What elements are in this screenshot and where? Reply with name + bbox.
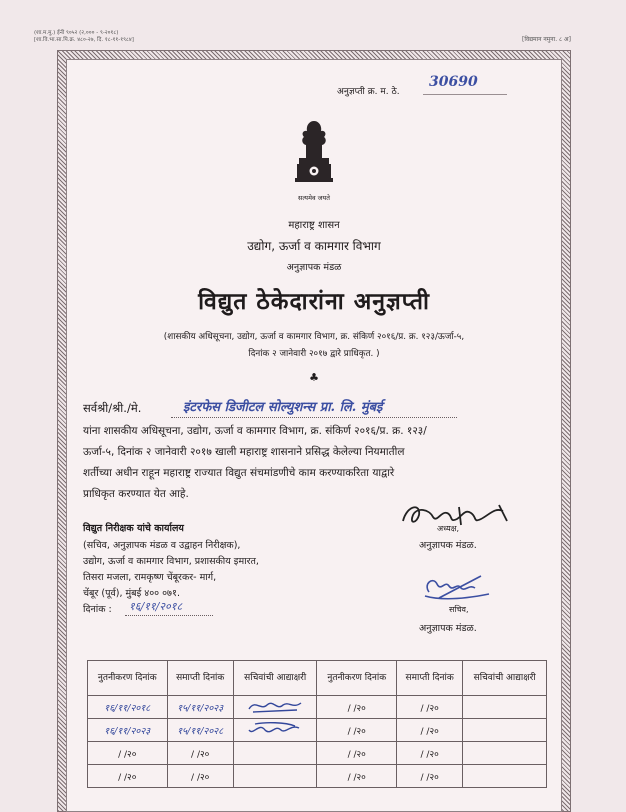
table-cell bbox=[233, 765, 317, 788]
table-cell: / /२० bbox=[396, 742, 462, 765]
table-cell bbox=[463, 742, 547, 765]
table-cell: / /२० bbox=[88, 765, 168, 788]
chairman-title: अध्यक्ष, bbox=[437, 524, 460, 533]
table-row bbox=[88, 719, 547, 742]
table-cell: १५/११/२०२८ bbox=[167, 719, 233, 742]
department-name: उद्योग, ऊर्जा व कामगार विभाग bbox=[247, 239, 381, 253]
table-cell: १५/११/२०२३ bbox=[167, 696, 233, 719]
column-header: नुतनीकरण दिनांक bbox=[88, 661, 168, 696]
certificate-page bbox=[66, 59, 562, 812]
addressee-name: इंटरफेस डिजीटल सोल्युशन्स प्रा. लि. मुंबई bbox=[183, 400, 383, 415]
secretary-board: अनुज्ञापक मंडळ. bbox=[419, 623, 477, 634]
addressee-underline bbox=[171, 417, 457, 419]
ashoka-emblem-icon bbox=[289, 118, 339, 192]
table-cell: / /२० bbox=[317, 742, 397, 765]
table-cell: / /२० bbox=[167, 742, 233, 765]
form-number: [विद्यमान नमुना. ८ अ] bbox=[522, 36, 571, 43]
initials-cell bbox=[233, 719, 317, 742]
divider-ornament: ♣ bbox=[309, 371, 319, 384]
table-row bbox=[88, 765, 547, 788]
table-cell bbox=[463, 696, 547, 719]
table-cell: / /२० bbox=[317, 696, 397, 719]
table-cell: १६/११/२०१८ bbox=[88, 696, 168, 719]
office-line-2: (सचिव, अनुज्ञापक मंडळ व उद्वाहन निरीक्षक), bbox=[83, 540, 241, 551]
body-line-3: शर्तीच्या अधीन राहून महाराष्ट्र राज्यात विद्युत संचमांडणीचे काम करण्याकरिता याद्वारे bbox=[83, 467, 395, 479]
initials-signature-icon bbox=[245, 697, 305, 715]
table-cell: / /२० bbox=[396, 696, 462, 719]
office-line-4: तिसरा मजला, रामकृष्ण चेंबूरकर- मार्ग, bbox=[83, 572, 217, 583]
body-line-2: ऊर्जा-५, दिनांक २ जानेवारी २०१७ खाली महाराष्ट्र शासनाने प्रसिद्ध केलेल्या नियमातील bbox=[83, 446, 405, 458]
authority-line-2: दिनांक २ जानेवारी २०१७ द्वारे प्राधिकृत. ) bbox=[248, 349, 380, 359]
column-header: सचिवांची आद्याक्षरी bbox=[233, 661, 317, 696]
column-header: नुतनीकरण दिनांक bbox=[317, 661, 397, 696]
initials-cell bbox=[233, 696, 317, 719]
secretary-title: सचिव, bbox=[449, 605, 469, 614]
body-line-4: प्राधिकृत करण्यात येत आहे. bbox=[83, 488, 189, 500]
column-header: समाप्ती दिनांक bbox=[167, 661, 233, 696]
office-line-3: उद्योग, ऊर्जा व कामगार विभाग, प्रशासकीय इमारत, bbox=[83, 556, 259, 567]
table-row bbox=[88, 696, 547, 719]
issue-date-label: दिनांक : bbox=[83, 604, 112, 615]
table-cell: / /२० bbox=[396, 765, 462, 788]
table-cell: / /२० bbox=[317, 719, 397, 742]
addressee-label: सर्वश्री/श्री./मे. bbox=[83, 401, 142, 415]
table-cell: १६/११/२०२३ bbox=[88, 719, 168, 742]
license-number-label: अनुज्ञप्ती क्र. म. ठे. bbox=[337, 87, 400, 97]
print-ref-line1: (शा.म.मु.) ईनी ९०५२ (२,००० - ९-२०१८) bbox=[34, 30, 119, 36]
table-cell: / /२० bbox=[167, 765, 233, 788]
table-cell bbox=[233, 742, 317, 765]
government-name: महाराष्ट्र शासन bbox=[288, 220, 340, 231]
print-ref-line2: [शा.वि.भा.सा.पि.क्र. ४८०-२७, दि. १८-११-१९८४] bbox=[34, 37, 134, 43]
table-cell: / /२० bbox=[88, 742, 168, 765]
license-number-underline bbox=[423, 94, 507, 95]
table-header-row bbox=[88, 661, 547, 696]
license-number-value: 30690 bbox=[429, 74, 478, 90]
table-cell bbox=[463, 719, 547, 742]
table-cell: / /२० bbox=[317, 765, 397, 788]
issue-date-value: १६/११/२०१८ bbox=[129, 600, 183, 613]
renewal-table bbox=[87, 660, 547, 788]
page-title: विद्युत ठेकेदारांना अनुज्ञप्ती bbox=[198, 289, 430, 315]
table-row bbox=[88, 742, 547, 765]
issue-date-underline bbox=[125, 615, 213, 617]
office-line-5: चेंबूर (पूर्व), मुंबई ४०० ०७१. bbox=[83, 588, 180, 599]
initials-signature-icon bbox=[245, 720, 305, 738]
column-header: समाप्ती दिनांक bbox=[396, 661, 462, 696]
emblem-motto: सत्यमेव जयते bbox=[298, 194, 330, 202]
chairman-board: अनुज्ञापक मंडळ. bbox=[419, 540, 477, 551]
secretary-signature bbox=[419, 570, 499, 608]
authority-line-1: (शासकीय अधिसूचना, उद्योग, ऊर्जा व कामगार विभाग, क्र. संकिर्ण २०१६/प्र. क्र. १२३/ऊर्जा-५, bbox=[163, 332, 465, 342]
body-line-1: यांना शासकीय अधिसूचना, उद्योग, ऊर्जा व कामगार विभाग, क्र. संकिर्ण २०१६/प्र. क्र. १२३/ bbox=[83, 425, 427, 437]
table-cell bbox=[463, 765, 547, 788]
table-cell: / /२० bbox=[396, 719, 462, 742]
board-name: अनुज्ञापक मंडळ bbox=[286, 262, 342, 273]
column-header: सचिवांची आद्याक्षरी bbox=[463, 661, 547, 696]
office-title: विद्युत निरीक्षक यांचे कार्यालय bbox=[83, 523, 184, 534]
